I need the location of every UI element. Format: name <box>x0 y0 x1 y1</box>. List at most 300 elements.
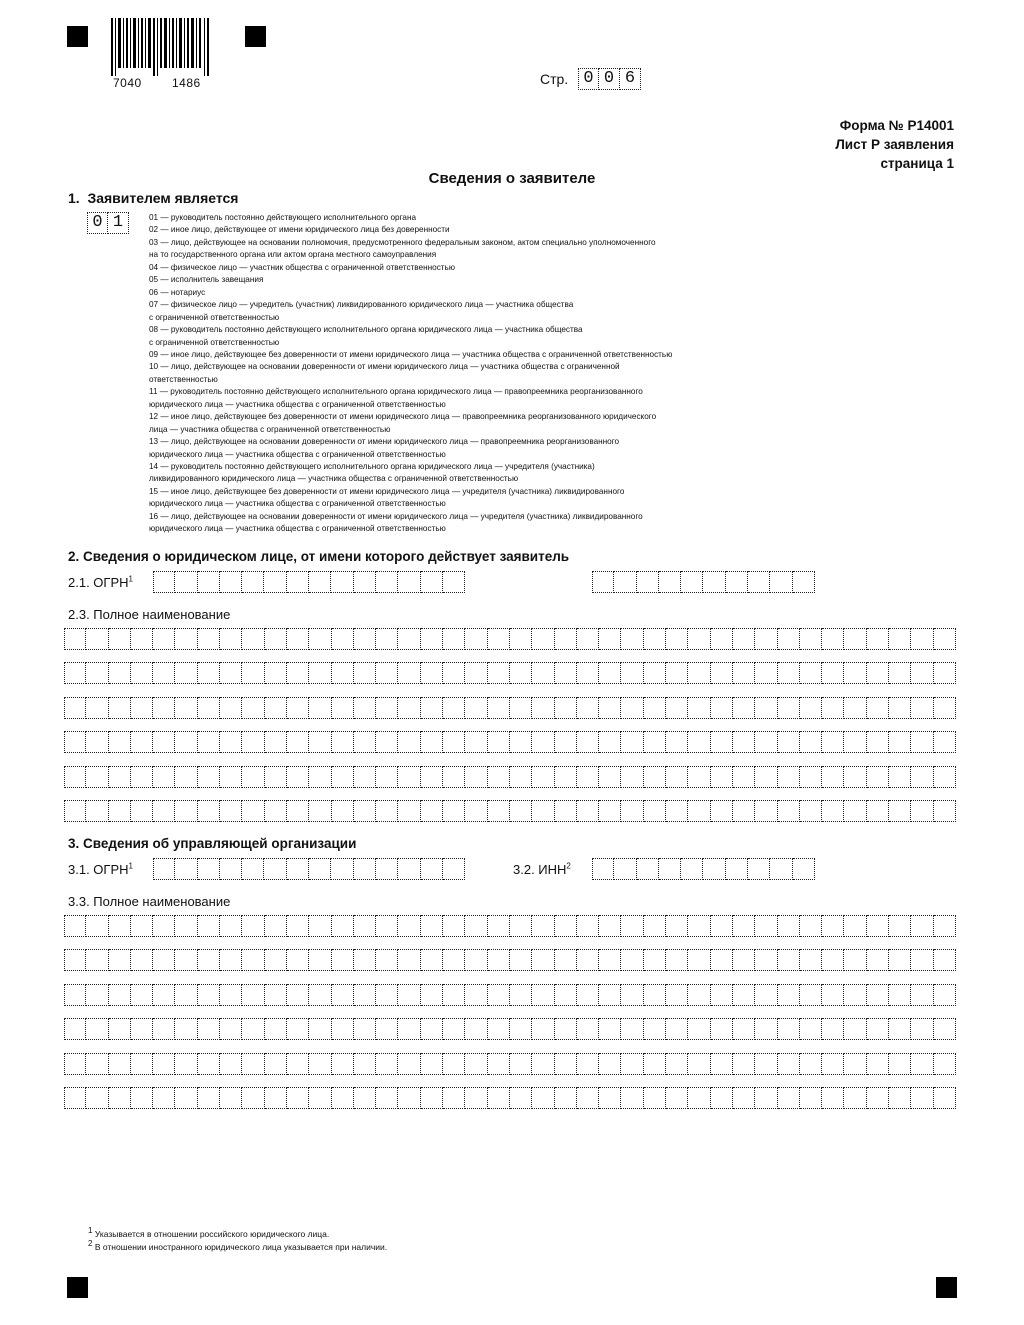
input-cell[interactable] <box>844 984 866 1006</box>
section3-inn-input[interactable] <box>592 858 815 880</box>
input-cell[interactable] <box>599 1018 621 1040</box>
section3-name-row[interactable] <box>64 949 956 971</box>
input-cell[interactable] <box>733 1087 755 1109</box>
input-cell[interactable] <box>793 571 815 593</box>
input-cell[interactable] <box>733 984 755 1006</box>
input-cell[interactable] <box>153 571 175 593</box>
input-cell[interactable] <box>488 1053 510 1075</box>
input-cell[interactable] <box>109 1018 131 1040</box>
input-cell[interactable] <box>510 1053 532 1075</box>
input-cell[interactable] <box>510 800 532 822</box>
input-cell[interactable] <box>175 662 197 684</box>
input-cell[interactable] <box>644 1018 666 1040</box>
input-cell[interactable] <box>532 628 554 650</box>
input-cell[interactable] <box>889 731 911 753</box>
input-cell[interactable] <box>131 1087 153 1109</box>
input-cell[interactable] <box>64 1053 86 1075</box>
input-cell[interactable] <box>555 628 577 650</box>
input-cell[interactable] <box>911 949 933 971</box>
input-cell[interactable] <box>800 1018 822 1040</box>
input-cell[interactable] <box>644 731 666 753</box>
input-cell[interactable] <box>175 858 197 880</box>
input-cell[interactable] <box>242 984 264 1006</box>
input-cell[interactable] <box>711 1087 733 1109</box>
input-cell[interactable] <box>443 915 465 937</box>
input-cell[interactable] <box>398 1087 420 1109</box>
input-cell[interactable] <box>577 731 599 753</box>
input-cell[interactable] <box>637 858 659 880</box>
input-cell[interactable] <box>510 1087 532 1109</box>
input-cell[interactable] <box>822 731 844 753</box>
input-cell[interactable] <box>555 800 577 822</box>
input-cell[interactable] <box>376 571 398 593</box>
input-cell[interactable] <box>376 1018 398 1040</box>
input-cell[interactable] <box>175 800 197 822</box>
input-cell[interactable] <box>131 949 153 971</box>
input-cell[interactable] <box>793 858 815 880</box>
input-cell[interactable] <box>220 662 242 684</box>
input-cell[interactable] <box>666 1087 688 1109</box>
input-cell[interactable] <box>198 766 220 788</box>
input-cell[interactable] <box>688 731 710 753</box>
input-cell[interactable] <box>488 697 510 719</box>
input-cell[interactable] <box>770 858 792 880</box>
input-cell[interactable] <box>421 949 443 971</box>
input-cell[interactable] <box>309 697 331 719</box>
input-cell[interactable] <box>109 766 131 788</box>
input-cell[interactable] <box>354 984 376 1006</box>
input-cell[interactable] <box>778 766 800 788</box>
input-cell[interactable] <box>109 915 131 937</box>
input-cell[interactable] <box>659 571 681 593</box>
input-cell[interactable] <box>443 858 465 880</box>
input-cell[interactable] <box>198 915 220 937</box>
input-cell[interactable] <box>711 697 733 719</box>
input-cell[interactable] <box>86 800 108 822</box>
input-cell[interactable] <box>666 1053 688 1075</box>
input-cell[interactable] <box>109 949 131 971</box>
input-cell[interactable] <box>800 697 822 719</box>
input-cell[interactable] <box>755 949 777 971</box>
input-cell[interactable] <box>376 766 398 788</box>
section2-name-row[interactable] <box>64 731 956 753</box>
input-cell[interactable] <box>844 1018 866 1040</box>
input-cell[interactable] <box>599 915 621 937</box>
input-cell[interactable] <box>755 731 777 753</box>
input-cell[interactable] <box>488 766 510 788</box>
input-cell[interactable] <box>265 800 287 822</box>
input-cell[interactable] <box>555 766 577 788</box>
input-cell[interactable] <box>748 571 770 593</box>
input-cell[interactable] <box>555 984 577 1006</box>
input-cell[interactable] <box>577 915 599 937</box>
input-cell[interactable] <box>800 662 822 684</box>
input-cell[interactable] <box>64 915 86 937</box>
input-cell[interactable] <box>599 731 621 753</box>
input-cell[interactable] <box>488 1018 510 1040</box>
input-cell[interactable] <box>86 1053 108 1075</box>
input-cell[interactable] <box>911 1053 933 1075</box>
input-cell[interactable] <box>621 628 643 650</box>
input-cell[interactable] <box>198 571 220 593</box>
input-cell[interactable] <box>443 1087 465 1109</box>
input-cell[interactable] <box>242 697 264 719</box>
input-cell[interactable] <box>443 1018 465 1040</box>
input-cell[interactable] <box>265 1053 287 1075</box>
input-cell[interactable] <box>175 571 197 593</box>
input-cell[interactable] <box>131 984 153 1006</box>
input-cell[interactable] <box>934 984 956 1006</box>
input-cell[interactable] <box>755 915 777 937</box>
section2-name-row[interactable] <box>64 662 956 684</box>
input-cell[interactable] <box>688 662 710 684</box>
input-cell[interactable] <box>332 1053 354 1075</box>
input-cell[interactable] <box>443 800 465 822</box>
input-cell[interactable] <box>421 628 443 650</box>
input-cell[interactable] <box>175 1087 197 1109</box>
input-cell[interactable] <box>621 766 643 788</box>
input-cell[interactable] <box>778 984 800 1006</box>
input-cell[interactable] <box>778 731 800 753</box>
input-cell[interactable] <box>64 800 86 822</box>
input-cell[interactable] <box>198 949 220 971</box>
input-cell[interactable] <box>332 662 354 684</box>
input-cell[interactable] <box>532 949 554 971</box>
input-cell[interactable] <box>398 949 420 971</box>
input-cell[interactable] <box>666 731 688 753</box>
input-cell[interactable] <box>733 915 755 937</box>
input-cell[interactable] <box>488 731 510 753</box>
input-cell[interactable] <box>599 949 621 971</box>
input-cell[interactable] <box>733 800 755 822</box>
input-cell[interactable] <box>822 766 844 788</box>
input-cell[interactable] <box>153 662 175 684</box>
input-cell[interactable] <box>287 766 309 788</box>
input-cell[interactable] <box>198 984 220 1006</box>
input-cell[interactable] <box>198 1087 220 1109</box>
input-cell[interactable] <box>599 800 621 822</box>
input-cell[interactable] <box>644 697 666 719</box>
input-cell[interactable] <box>443 571 465 593</box>
input-cell[interactable] <box>822 662 844 684</box>
input-cell[interactable] <box>577 984 599 1006</box>
input-cell[interactable] <box>220 858 242 880</box>
input-cell[interactable] <box>644 915 666 937</box>
input-cell[interactable] <box>532 915 554 937</box>
input-cell[interactable] <box>153 800 175 822</box>
input-cell[interactable] <box>354 1053 376 1075</box>
input-cell[interactable] <box>64 628 86 650</box>
input-cell[interactable] <box>666 984 688 1006</box>
input-cell[interactable] <box>153 628 175 650</box>
input-cell[interactable] <box>711 731 733 753</box>
input-cell[interactable] <box>465 766 487 788</box>
input-cell[interactable] <box>220 1087 242 1109</box>
input-cell[interactable] <box>621 731 643 753</box>
input-cell[interactable] <box>644 1053 666 1075</box>
input-cell[interactable] <box>532 1018 554 1040</box>
input-cell[interactable] <box>86 915 108 937</box>
input-cell[interactable] <box>844 1053 866 1075</box>
applicant-code-digit[interactable]: 0 <box>87 212 108 234</box>
input-cell[interactable] <box>621 984 643 1006</box>
input-cell[interactable] <box>666 697 688 719</box>
input-cell[interactable] <box>867 1087 889 1109</box>
section3-name-row[interactable] <box>64 984 956 1006</box>
input-cell[interactable] <box>332 949 354 971</box>
input-cell[interactable] <box>577 800 599 822</box>
input-cell[interactable] <box>153 984 175 1006</box>
input-cell[interactable] <box>889 1018 911 1040</box>
input-cell[interactable] <box>175 1018 197 1040</box>
input-cell[interactable] <box>421 766 443 788</box>
input-cell[interactable] <box>309 1053 331 1075</box>
input-cell[interactable] <box>911 1087 933 1109</box>
input-cell[interactable] <box>488 800 510 822</box>
input-cell[interactable] <box>242 766 264 788</box>
input-cell[interactable] <box>778 1053 800 1075</box>
input-cell[interactable] <box>867 628 889 650</box>
input-cell[interactable] <box>64 949 86 971</box>
input-cell[interactable] <box>532 731 554 753</box>
input-cell[interactable] <box>332 628 354 650</box>
input-cell[interactable] <box>354 949 376 971</box>
section2-name-row[interactable] <box>64 800 956 822</box>
input-cell[interactable] <box>555 1087 577 1109</box>
input-cell[interactable] <box>309 949 331 971</box>
section2-second-input[interactable] <box>592 571 815 593</box>
input-cell[interactable] <box>577 662 599 684</box>
input-cell[interactable] <box>109 984 131 1006</box>
input-cell[interactable] <box>599 628 621 650</box>
input-cell[interactable] <box>354 1087 376 1109</box>
input-cell[interactable] <box>465 1053 487 1075</box>
input-cell[interactable] <box>666 949 688 971</box>
input-cell[interactable] <box>332 984 354 1006</box>
input-cell[interactable] <box>555 697 577 719</box>
input-cell[interactable] <box>555 1018 577 1040</box>
input-cell[interactable] <box>220 800 242 822</box>
input-cell[interactable] <box>287 949 309 971</box>
input-cell[interactable] <box>688 949 710 971</box>
input-cell[interactable] <box>755 1087 777 1109</box>
input-cell[interactable] <box>711 628 733 650</box>
input-cell[interactable] <box>354 628 376 650</box>
input-cell[interactable] <box>398 766 420 788</box>
input-cell[interactable] <box>109 800 131 822</box>
input-cell[interactable] <box>733 731 755 753</box>
input-cell[interactable] <box>421 1087 443 1109</box>
input-cell[interactable] <box>309 800 331 822</box>
input-cell[interactable] <box>555 915 577 937</box>
input-cell[interactable] <box>889 800 911 822</box>
input-cell[interactable] <box>376 915 398 937</box>
input-cell[interactable] <box>889 697 911 719</box>
input-cell[interactable] <box>242 571 264 593</box>
input-cell[interactable] <box>867 1053 889 1075</box>
input-cell[interactable] <box>733 1053 755 1075</box>
input-cell[interactable] <box>175 731 197 753</box>
input-cell[interactable] <box>109 1053 131 1075</box>
input-cell[interactable] <box>637 571 659 593</box>
input-cell[interactable] <box>398 1018 420 1040</box>
input-cell[interactable] <box>331 571 353 593</box>
input-cell[interactable] <box>911 1018 933 1040</box>
input-cell[interactable] <box>889 628 911 650</box>
input-cell[interactable] <box>778 800 800 822</box>
input-cell[interactable] <box>175 949 197 971</box>
input-cell[interactable] <box>198 800 220 822</box>
input-cell[interactable] <box>510 662 532 684</box>
input-cell[interactable] <box>644 800 666 822</box>
section2-name-row[interactable] <box>64 697 956 719</box>
input-cell[interactable] <box>354 1018 376 1040</box>
input-cell[interactable] <box>755 697 777 719</box>
input-cell[interactable] <box>398 571 420 593</box>
input-cell[interactable] <box>175 984 197 1006</box>
input-cell[interactable] <box>287 800 309 822</box>
input-cell[interactable] <box>398 858 420 880</box>
input-cell[interactable] <box>889 662 911 684</box>
input-cell[interactable] <box>532 662 554 684</box>
input-cell[interactable] <box>867 915 889 937</box>
input-cell[interactable] <box>421 571 443 593</box>
input-cell[interactable] <box>934 1018 956 1040</box>
input-cell[interactable] <box>599 984 621 1006</box>
input-cell[interactable] <box>532 984 554 1006</box>
input-cell[interactable] <box>889 766 911 788</box>
input-cell[interactable] <box>577 628 599 650</box>
input-cell[interactable] <box>331 858 353 880</box>
input-cell[interactable] <box>220 949 242 971</box>
input-cell[interactable] <box>822 628 844 650</box>
input-cell[interactable] <box>488 662 510 684</box>
input-cell[interactable] <box>644 766 666 788</box>
input-cell[interactable] <box>198 1018 220 1040</box>
input-cell[interactable] <box>443 662 465 684</box>
input-cell[interactable] <box>555 1053 577 1075</box>
input-cell[interactable] <box>844 1087 866 1109</box>
input-cell[interactable] <box>64 662 86 684</box>
input-cell[interactable] <box>726 858 748 880</box>
input-cell[interactable] <box>131 1018 153 1040</box>
input-cell[interactable] <box>265 697 287 719</box>
input-cell[interactable] <box>703 571 725 593</box>
input-cell[interactable] <box>443 628 465 650</box>
input-cell[interactable] <box>398 984 420 1006</box>
input-cell[interactable] <box>109 697 131 719</box>
input-cell[interactable] <box>64 731 86 753</box>
input-cell[interactable] <box>800 628 822 650</box>
input-cell[interactable] <box>242 858 264 880</box>
input-cell[interactable] <box>510 1018 532 1040</box>
input-cell[interactable] <box>934 800 956 822</box>
input-cell[interactable] <box>510 984 532 1006</box>
input-cell[interactable] <box>621 800 643 822</box>
input-cell[interactable] <box>889 915 911 937</box>
input-cell[interactable] <box>755 800 777 822</box>
input-cell[interactable] <box>153 1053 175 1075</box>
input-cell[interactable] <box>465 662 487 684</box>
input-cell[interactable] <box>265 984 287 1006</box>
input-cell[interactable] <box>465 915 487 937</box>
input-cell[interactable] <box>332 1018 354 1040</box>
input-cell[interactable] <box>376 984 398 1006</box>
input-cell[interactable] <box>934 1053 956 1075</box>
input-cell[interactable] <box>86 731 108 753</box>
input-cell[interactable] <box>109 731 131 753</box>
input-cell[interactable] <box>688 915 710 937</box>
input-cell[interactable] <box>711 1053 733 1075</box>
input-cell[interactable] <box>265 949 287 971</box>
input-cell[interactable] <box>86 697 108 719</box>
input-cell[interactable] <box>644 628 666 650</box>
input-cell[interactable] <box>621 949 643 971</box>
input-cell[interactable] <box>421 915 443 937</box>
input-cell[interactable] <box>265 1087 287 1109</box>
input-cell[interactable] <box>198 662 220 684</box>
input-cell[interactable] <box>421 697 443 719</box>
input-cell[interactable] <box>711 766 733 788</box>
input-cell[interactable] <box>398 628 420 650</box>
input-cell[interactable] <box>220 984 242 1006</box>
input-cell[interactable] <box>867 949 889 971</box>
input-cell[interactable] <box>376 858 398 880</box>
input-cell[interactable] <box>614 858 636 880</box>
input-cell[interactable] <box>867 766 889 788</box>
input-cell[interactable] <box>778 949 800 971</box>
input-cell[interactable] <box>175 915 197 937</box>
input-cell[interactable] <box>86 628 108 650</box>
input-cell[interactable] <box>153 1018 175 1040</box>
input-cell[interactable] <box>844 697 866 719</box>
input-cell[interactable] <box>488 1087 510 1109</box>
input-cell[interactable] <box>681 571 703 593</box>
input-cell[interactable] <box>755 1018 777 1040</box>
input-cell[interactable] <box>688 1053 710 1075</box>
input-cell[interactable] <box>86 949 108 971</box>
input-cell[interactable] <box>153 858 175 880</box>
input-cell[interactable] <box>332 697 354 719</box>
input-cell[interactable] <box>309 1087 331 1109</box>
input-cell[interactable] <box>465 628 487 650</box>
input-cell[interactable] <box>376 628 398 650</box>
input-cell[interactable] <box>309 731 331 753</box>
input-cell[interactable] <box>198 1053 220 1075</box>
input-cell[interactable] <box>911 800 933 822</box>
input-cell[interactable] <box>688 800 710 822</box>
input-cell[interactable] <box>421 984 443 1006</box>
input-cell[interactable] <box>822 800 844 822</box>
input-cell[interactable] <box>376 1053 398 1075</box>
input-cell[interactable] <box>800 731 822 753</box>
input-cell[interactable] <box>800 1053 822 1075</box>
input-cell[interactable] <box>354 571 376 593</box>
input-cell[interactable] <box>264 571 286 593</box>
input-cell[interactable] <box>577 1053 599 1075</box>
input-cell[interactable] <box>510 915 532 937</box>
input-cell[interactable] <box>592 571 614 593</box>
input-cell[interactable] <box>688 984 710 1006</box>
input-cell[interactable] <box>376 662 398 684</box>
input-cell[interactable] <box>577 1087 599 1109</box>
input-cell[interactable] <box>644 662 666 684</box>
input-cell[interactable] <box>755 628 777 650</box>
input-cell[interactable] <box>510 731 532 753</box>
input-cell[interactable] <box>666 766 688 788</box>
input-cell[interactable] <box>376 697 398 719</box>
input-cell[interactable] <box>911 731 933 753</box>
